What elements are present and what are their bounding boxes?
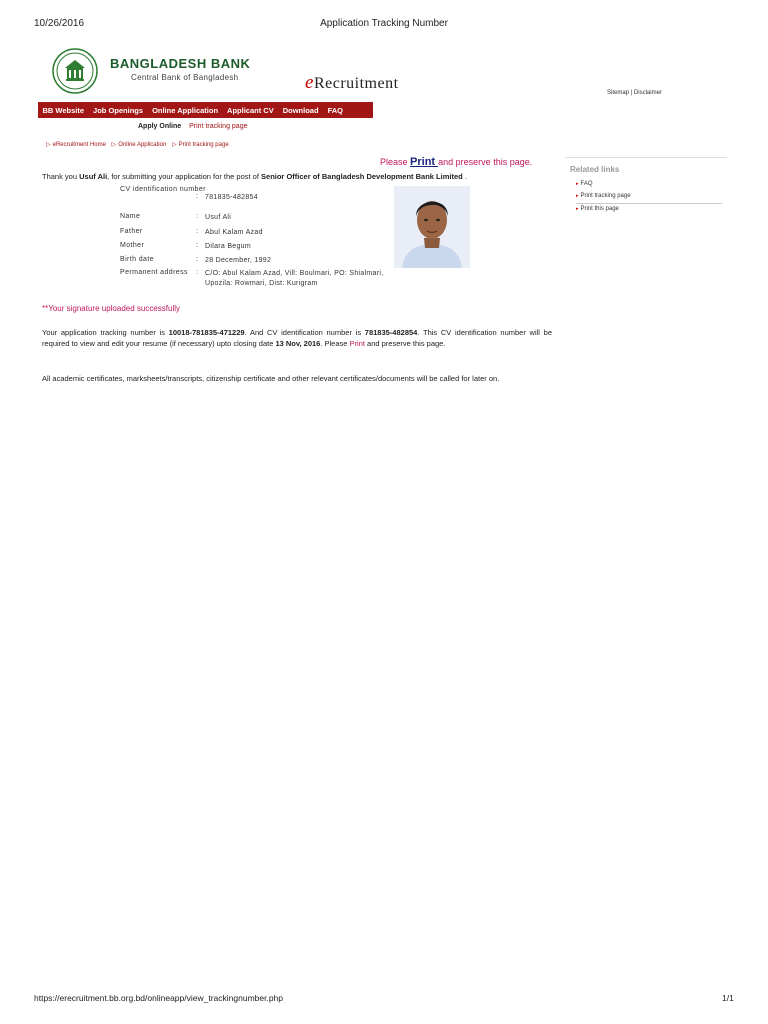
- print-link-inline[interactable]: Print: [349, 338, 365, 348]
- bullet-icon: ▸: [576, 181, 579, 187]
- nav-online-application[interactable]: Online Application: [152, 105, 219, 115]
- colon: :: [196, 269, 198, 276]
- tracking-text-1: Your application tracking number is: [42, 328, 169, 337]
- address-line2: Upozila: Rowmari, Dist: Kurigram: [205, 280, 318, 287]
- bullet-icon: ▸: [576, 193, 579, 199]
- father-label: Father: [120, 228, 143, 235]
- birth-label: Birth date: [120, 256, 154, 263]
- thanks-middle: , for submitting your application for the post of: [107, 172, 262, 181]
- breadcrumb-online-application[interactable]: Online Application: [118, 142, 167, 148]
- main-navbar: [38, 102, 373, 118]
- tracking-text-2: . And CV identification number is: [244, 328, 365, 337]
- bangladesh-bank-logo-icon[interactable]: [52, 48, 98, 94]
- tracking-text-3: . This CV identification number will be required to view and edit your resume (if necessary) upto closing date: [42, 328, 552, 348]
- erecruitment-title: [305, 72, 399, 94]
- top-links: [607, 90, 662, 96]
- closing-date: 13 Nov, 2016: [275, 338, 321, 348]
- triangle-right-icon: ▷: [46, 142, 51, 148]
- sidebar-link-print-page-label: Print this page: [580, 206, 619, 212]
- sidebar-divider: [565, 157, 727, 158]
- print-title: Application Tracking Number: [320, 18, 448, 29]
- sitemap-link[interactable]: Sitemap: [607, 90, 630, 96]
- sidebar-link-faq[interactable]: [576, 181, 593, 187]
- print-notice-before: Please: [380, 157, 411, 167]
- print-date: 10/26/2016: [34, 18, 85, 29]
- print-footer-url: https://erecruitment.bb.org.bd/onlineapp/view_trackingnumber.php: [34, 993, 284, 1003]
- bank-subtitle: Central Bank of Bangladesh: [131, 73, 239, 82]
- cv-value: 781835-482854: [205, 194, 258, 201]
- print-link[interactable]: Print: [410, 156, 439, 168]
- nav-download[interactable]: Download: [282, 105, 319, 115]
- thanks-message: [42, 172, 562, 181]
- sidebar-link-print-tracking[interactable]: [576, 193, 631, 199]
- nav-job-openings[interactable]: Job Openings: [93, 105, 144, 115]
- certificates-paragraph: All academic certificates, marksheets/transcripts, citizenship certificate and other relevant certificates/documents will be called for later on.: [42, 374, 500, 383]
- father-value: Abul Kalam Azad: [205, 229, 263, 236]
- mother-value: Dilara Begum: [205, 243, 252, 250]
- signature-upload-message: **Your signature uploaded successfully: [42, 304, 181, 313]
- top-links-separator: |: [630, 90, 633, 96]
- nav-faq[interactable]: FAQ: [327, 105, 343, 115]
- disclaimer-link[interactable]: Disclaimer: [633, 90, 662, 96]
- triangle-right-icon: ▷: [172, 142, 177, 148]
- name-label: Name: [120, 213, 141, 220]
- print-footer-page: 1/1: [722, 993, 734, 1003]
- name-value: Usuf Ali: [205, 214, 232, 221]
- subnav-apply-online[interactable]: Apply Online: [138, 123, 182, 130]
- erecruitment-prefix: e: [305, 72, 314, 93]
- nav-applicant-cv[interactable]: Applicant CV: [227, 105, 274, 115]
- erecruitment-word: Recruitment: [313, 75, 399, 92]
- tracking-paragraph: [42, 328, 552, 349]
- address-label: Permanent address: [120, 269, 188, 276]
- print-notice: [380, 156, 532, 168]
- tracking-text-4: . Please: [320, 338, 350, 348]
- triangle-right-icon: ▷: [111, 142, 117, 148]
- subnav: [138, 123, 248, 130]
- cv-number: 781835-482854: [364, 328, 418, 337]
- sidebar-link-print-page[interactable]: [576, 206, 619, 212]
- bullet-icon: ▸: [576, 206, 579, 212]
- bank-name: BANGLADESH BANK: [110, 56, 251, 71]
- sidebar-divider: [576, 203, 722, 204]
- thanks-prefix: Thank you: [42, 172, 80, 181]
- nav-bb-website[interactable]: BB Website: [42, 105, 85, 115]
- sidebar-link-faq-label: FAQ: [580, 181, 593, 187]
- address-line1: C/O: Abul Kalam Azad, Vill: Boulmari, PO: Shialmari,: [205, 270, 384, 277]
- tracking-number: 10018-781835-471229: [168, 328, 245, 337]
- breadcrumb-home[interactable]: eRecruitment Home: [52, 142, 106, 148]
- colon: :: [196, 242, 198, 249]
- breadcrumb-print-tracking[interactable]: Print tracking page: [178, 142, 229, 148]
- subnav-print-tracking[interactable]: Print tracking page: [189, 123, 248, 130]
- colon: :: [196, 228, 198, 235]
- tracking-text-5: and preserve this page.: [364, 338, 446, 348]
- applicant-name-bold: Usuf Ali: [79, 172, 108, 181]
- colon: :: [196, 193, 198, 200]
- mother-label: Mother: [120, 242, 145, 249]
- print-notice-after: and preserve this page.: [438, 157, 533, 167]
- related-links-heading: Related links: [570, 165, 620, 174]
- birth-value: 28 December, 1992: [205, 257, 272, 264]
- applied-post: Senior Officer of Bangladesh Development Bank Limited: [261, 172, 463, 181]
- thanks-suffix: .: [462, 172, 467, 181]
- cv-label: CV identification number: [120, 186, 206, 193]
- colon: :: [196, 256, 198, 263]
- applicant-photo: [394, 186, 470, 268]
- colon: :: [196, 213, 198, 220]
- breadcrumb: [42, 141, 229, 148]
- sidebar-link-print-tracking-label: Print tracking page: [580, 193, 631, 199]
